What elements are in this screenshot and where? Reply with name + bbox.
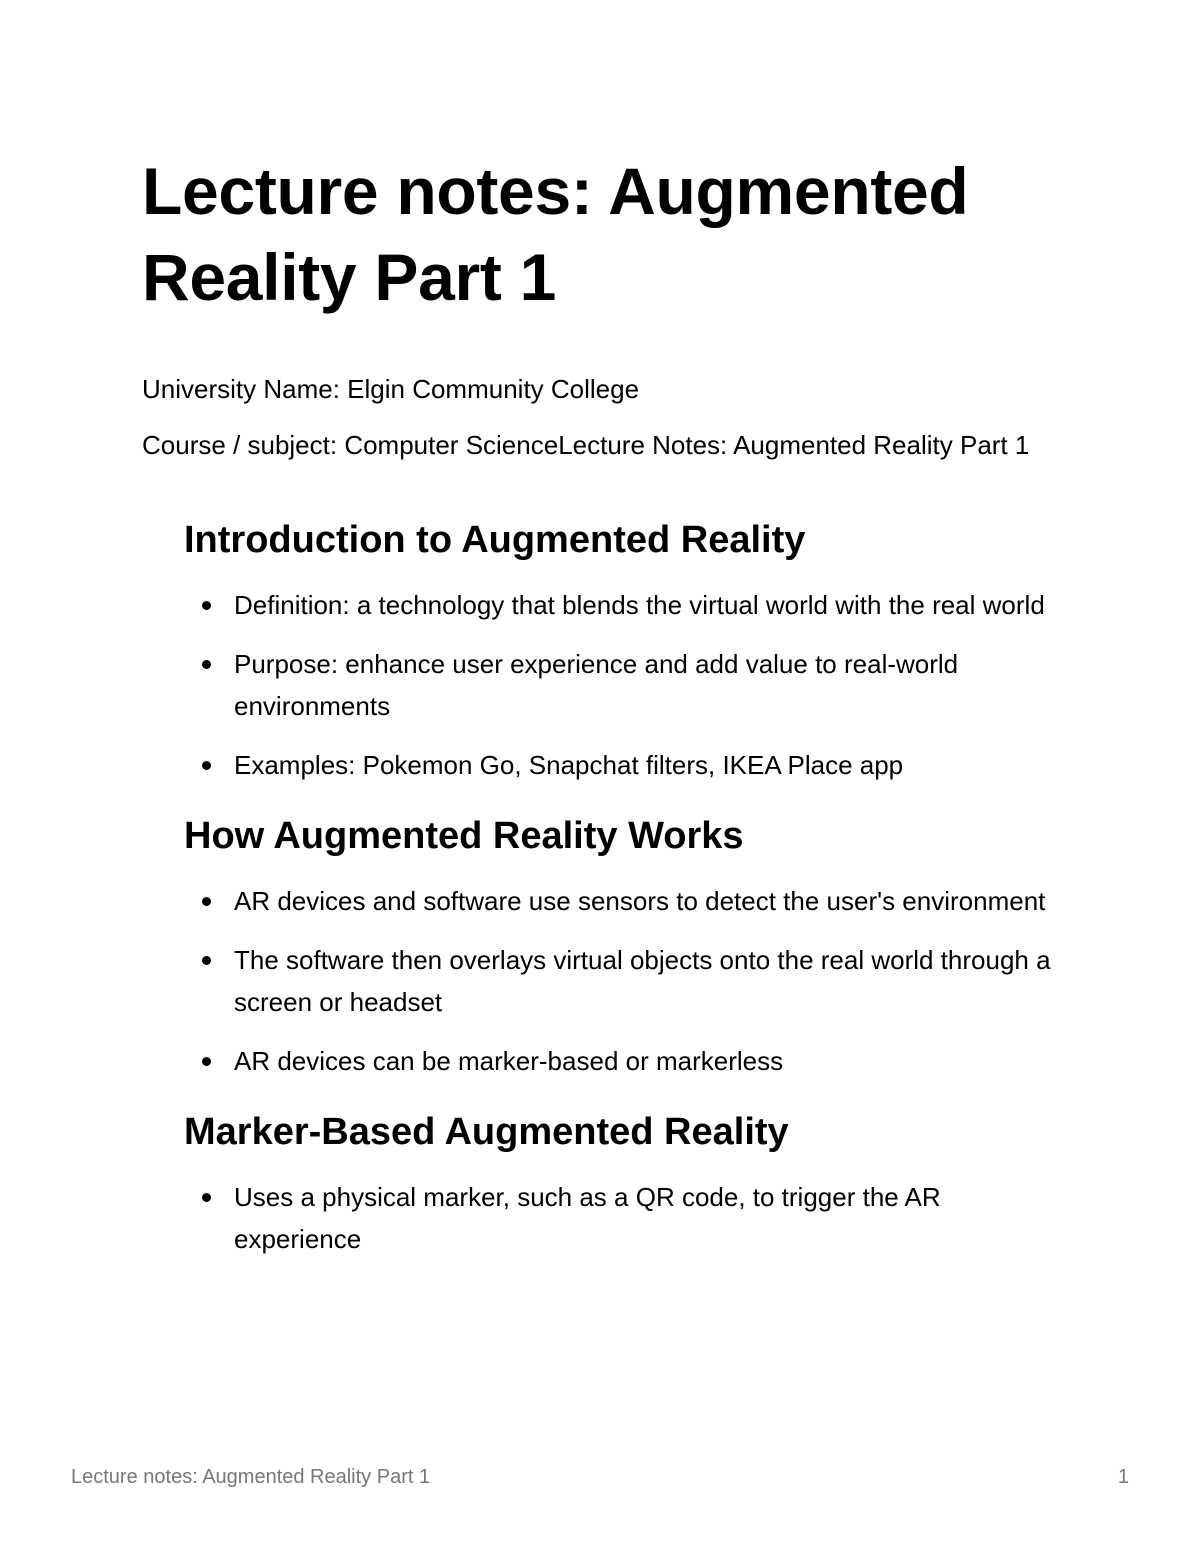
list-item-text: Uses a physical marker, such as a QR code, to trigger the AR experience bbox=[234, 1182, 941, 1254]
list-item bbox=[184, 643, 1054, 727]
bullet-icon bbox=[202, 956, 211, 965]
bullet-icon bbox=[202, 1057, 211, 1066]
bullet-icon bbox=[202, 1193, 211, 1202]
bullet-list bbox=[184, 1176, 1042, 1260]
bullet-icon bbox=[202, 601, 211, 610]
list-item bbox=[184, 939, 1054, 1023]
document-page bbox=[142, 148, 1051, 1277]
bullet-list bbox=[184, 584, 1045, 786]
footer-title: Lecture notes: Augmented Reality Part 1 bbox=[71, 1466, 431, 1488]
section-heading: Introduction to Augmented Reality bbox=[184, 519, 806, 561]
list-item-text: Purpose: enhance user experience and add value to real-world environments bbox=[234, 649, 959, 721]
list-item bbox=[184, 880, 1054, 922]
university-line: University Name: Elgin Community College bbox=[142, 374, 640, 404]
list-item-text: The software then overlays virtual objects onto the real world through a screen or headset bbox=[234, 945, 1051, 1017]
document-title: Lecture notes: Augmented Reality Part 1 bbox=[142, 154, 969, 314]
section-heading: Marker-Based Augmented Reality bbox=[184, 1111, 789, 1153]
list-item bbox=[184, 584, 1054, 626]
bullet-list bbox=[184, 880, 1051, 1082]
list-item bbox=[184, 1176, 1054, 1260]
bullet-icon bbox=[202, 660, 211, 669]
bullet-icon bbox=[202, 761, 211, 770]
list-item bbox=[184, 744, 1054, 786]
list-item bbox=[184, 1040, 1054, 1082]
section-how-it-works bbox=[184, 811, 1051, 1082]
list-item-text: AR devices and software use sensors to detect the user's environment bbox=[234, 886, 1046, 916]
list-item-text: AR devices can be marker-based or markerless bbox=[234, 1046, 784, 1076]
section-heading: How Augmented Reality Works bbox=[184, 815, 744, 857]
page-number: 1 bbox=[1117, 1466, 1129, 1488]
section-introduction bbox=[184, 515, 1045, 786]
list-item-text: Definition: a technology that blends the virtual world with the real world bbox=[234, 590, 1045, 620]
list-item-text: Examples: Pokemon Go, Snapchat filters, IKEA Place app bbox=[234, 750, 904, 780]
bullet-icon bbox=[202, 897, 211, 906]
section-marker-based bbox=[184, 1107, 1042, 1260]
course-line: Course / subject: Computer ScienceLecture Notes: Augmented Reality Part 1 bbox=[142, 430, 1030, 460]
